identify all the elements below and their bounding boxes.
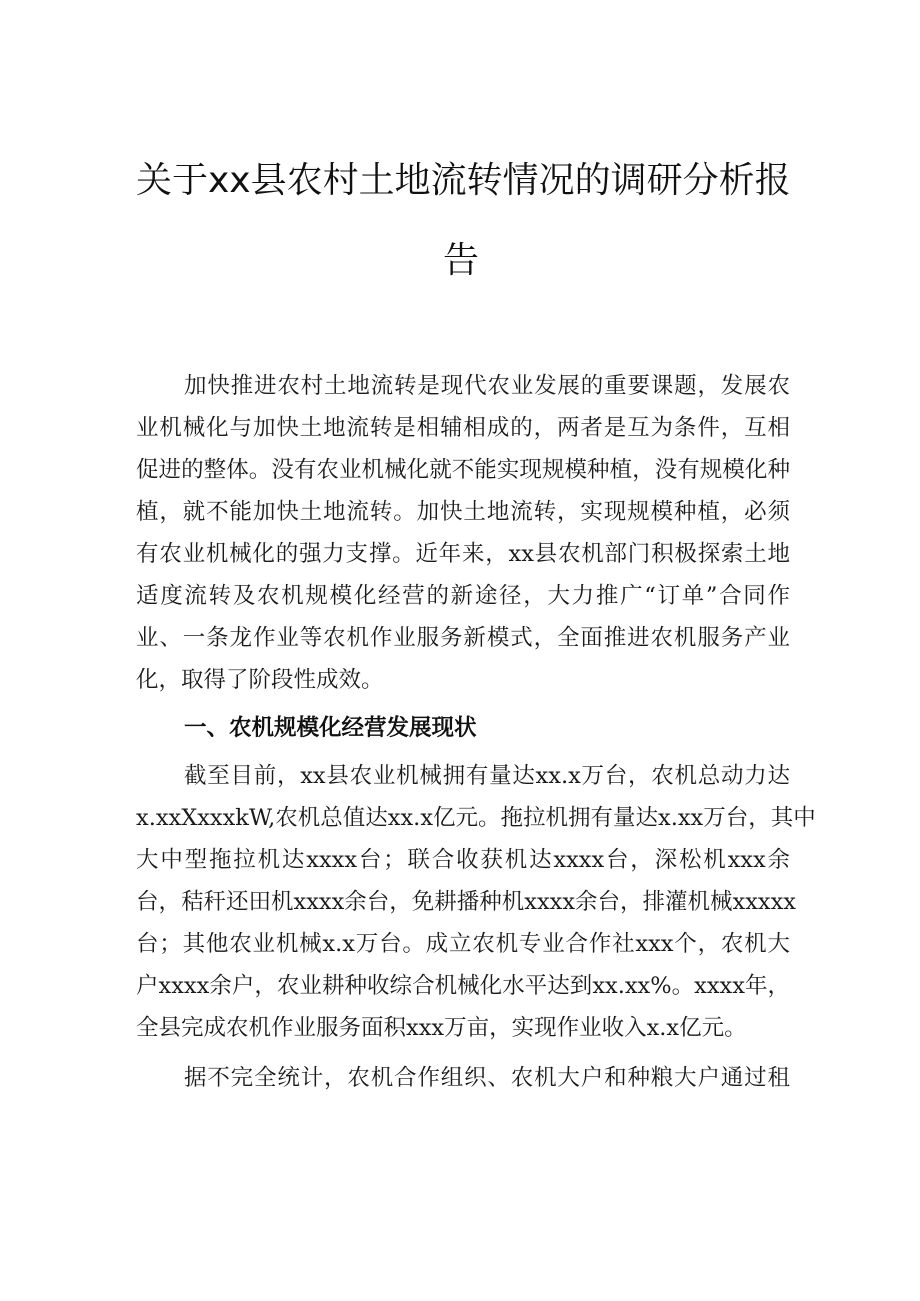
- paragraph-1-line: 有农业机械化的强力支撑。近年来，xx县农机部门积极探索土地: [136, 541, 790, 567]
- paragraph-3-line: 据不完全统计，农机合作组织、农机大户和种粮大户通过租: [184, 1065, 790, 1091]
- paragraph-1-line: 加快推进农村土地流转是现代农业发展的重要课题，发展农: [184, 373, 790, 399]
- paragraph-2-line: 台，秸秆还田机xxxx余台，免耕播种机xxxx余台，排灌机械xxxxx: [136, 889, 796, 915]
- paragraph-1-line: 业、一条龙作业等农机作业服务新模式，全面推进农机服务产业: [136, 625, 790, 651]
- document-title-line-2: 告: [442, 240, 479, 281]
- paragraph-1-line: 业机械化与加快土地流转是相辅相成的，两者是互为条件，互相: [136, 415, 790, 441]
- paragraph-1-line: 植，就不能加快土地流转。加快土地流转，实现规模种植，必须: [136, 499, 790, 525]
- paragraph-1-line: 促进的整体。没有农业机械化就不能实现规模种植，没有规模化种: [136, 457, 790, 483]
- paragraph-2-line: 户xxxx余户，农业耕种收综合机械化水平达到xx.xx%。xxxx年，: [136, 973, 790, 999]
- paragraph-1-line: 适度流转及农机规模化经营的新途径，大力推广“订单”合同作: [136, 583, 790, 609]
- paragraph-2-line: 全县完成农机作业服务面积xxx万亩，实现作业收入x.x亿元。: [136, 1015, 747, 1041]
- paragraph-2-line: 大中型拖拉机达xxxx台；联合收获机达xxxx台，深松机xxx余: [136, 847, 790, 873]
- paragraph-2-line: x.xxXxxxkW,农机总值达xx.x亿元。拖拉机拥有量达x.xx万台，其中: [136, 805, 816, 831]
- document-title-line-1: 关于xx县农村土地流转情况的调研分析报: [136, 160, 791, 201]
- paragraph-1-line: 化，取得了阶段性成效。: [136, 667, 384, 693]
- section-heading: 一、农机规模化经营发展现状: [184, 715, 477, 741]
- paragraph-2-line: 台；其他农业机械x.x万台。成立农机专业合作社xxx个，农机大: [136, 931, 790, 957]
- paragraph-2-line: 截至目前，xx县农业机械拥有量达xx.x万台，农机总动力达: [184, 763, 790, 789]
